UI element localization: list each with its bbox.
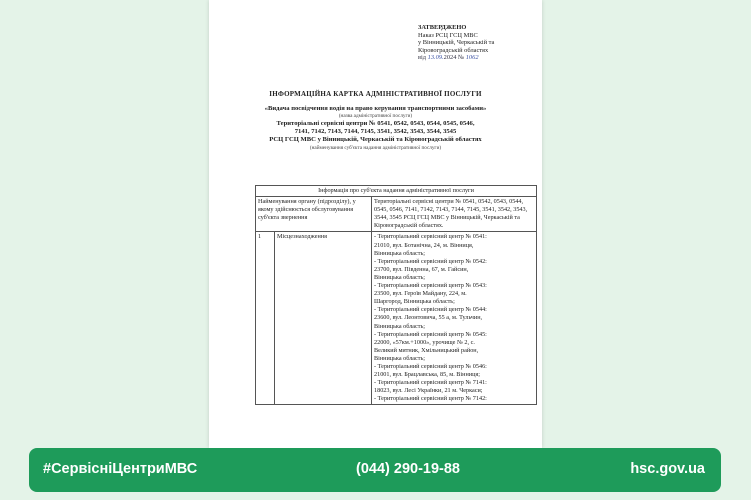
address-line: 21010, вул. Ботанічна, 24, м. Вінниця, bbox=[374, 241, 474, 249]
service-caption: (назва адміністративної послуги) bbox=[338, 113, 413, 119]
row-label: Найменування органу (підрозділу), у якому здійснюється обслуговування суб'єкта звернення bbox=[256, 197, 372, 231]
provider-info-table bbox=[255, 185, 537, 405]
address-line: 18023, вул. Лесі Українки, 21 м. Черкаси; bbox=[374, 387, 483, 395]
approval-status: ЗАТВЕРДЖЕНО bbox=[418, 24, 467, 31]
table-row bbox=[256, 232, 536, 404]
date-prefix: від bbox=[418, 54, 427, 62]
address-line: - Територіальний сервісний центр № 7141: bbox=[374, 379, 487, 387]
approval-stamp bbox=[418, 24, 528, 62]
footer-phone: (044) 290-19-88 bbox=[356, 461, 460, 477]
address-line: Шаргород, Вінницька область; bbox=[374, 298, 455, 306]
address-line: 23700, вул. Південна, 67, м. Гайсин, bbox=[374, 265, 469, 273]
table-row bbox=[256, 197, 536, 232]
address-line: - Територіальний сервісний центр № 0543: bbox=[374, 282, 487, 290]
date-handwritten: 13.09. bbox=[427, 54, 444, 62]
approval-line: Кіровоградській областях bbox=[418, 46, 489, 54]
address-line: Вінницька область; bbox=[374, 249, 426, 257]
address-line: Вінницька область; bbox=[374, 273, 426, 281]
address-line: - Територіальний сервісний центр № 7142: bbox=[374, 395, 487, 403]
footer-banner bbox=[29, 448, 721, 492]
approval-date bbox=[418, 54, 528, 62]
address-line: Вінницька область; bbox=[374, 354, 426, 362]
provider-line: 7141, 7142, 7143, 7144, 7145, 3541, 3542, 3543, 3544, 3545 bbox=[294, 127, 457, 135]
address-line: 23500, вул. Героїв Майдану, 224, м. bbox=[374, 290, 467, 298]
approval-line: у Вінницькій, Черкаській та bbox=[418, 39, 495, 47]
provider-caption: (найменування суб'єкта надання адміністративної послуги) bbox=[309, 144, 442, 151]
row-value: Територіальні сервісні центри № 0541, 0542, 0543, 0544, 0545, 0546, 7141, 7142, 7143, 7144, 7145, 3541, 3542, 3543, 3544, 3545 РСЦ ГСЦ МВС у Вінницькій, Черкаській та Кіровоградській областях. bbox=[374, 198, 528, 230]
address-line: - Територіальний сервісний центр № 0545: bbox=[374, 330, 487, 338]
approval-line: Наказ РСЦ ГСЦ МВС bbox=[418, 31, 478, 39]
service-name: «Видача посвідчення водія на право керування транспортними засобами» bbox=[264, 105, 487, 112]
table-header: Інформація про суб'єкта надання адміністративної послуги bbox=[256, 186, 536, 197]
order-number-handwritten: 1062 bbox=[465, 54, 479, 62]
title-block bbox=[209, 90, 542, 151]
row-label: Місцезнаходження bbox=[275, 232, 372, 404]
address-line: 22000, «57км.+1000», урочище № 2, с. bbox=[374, 338, 475, 346]
address-line: - Територіальний сервісний центр № 0542: bbox=[374, 257, 487, 265]
provider-line: Територіальні сервісні центри № 0541, 0542, 0543, 0544, 0545, 0546, bbox=[276, 119, 475, 127]
provider-line: РСЦ ГСЦ МВС у Вінницькій, Черкаській та Кіровоградській областях bbox=[269, 136, 482, 144]
address-line: - Територіальний сервісний центр № 0546: bbox=[374, 362, 487, 370]
address-line: Великий митник, Хмільницький район, bbox=[374, 346, 479, 354]
footer-hashtag: #СервісніЦентриМВС bbox=[43, 461, 198, 477]
address-line: - Територіальний сервісний центр № 0544: bbox=[374, 306, 487, 314]
address-line: Вінницька область; bbox=[374, 322, 426, 330]
document-title: ІНФОРМАЦІЙНА КАРТКА АДМІНІСТРАТИВНОЇ ПОСЛУГИ bbox=[269, 90, 482, 98]
row-number: 1 bbox=[256, 232, 275, 404]
date-year: 2024 № bbox=[443, 54, 465, 62]
address-line: 21001, вул. Брацлавська, 85, м. Вінниця; bbox=[374, 371, 480, 379]
address-line: 23600, вул. Леонтовича, 55 а, м. Тульчин, bbox=[374, 314, 483, 322]
address-line: - Територіальний сервісний центр № 0541: bbox=[374, 233, 487, 241]
document-page bbox=[209, 0, 542, 448]
row-value bbox=[372, 232, 536, 404]
footer-site-link[interactable]: hsc.gov.ua bbox=[630, 461, 705, 477]
